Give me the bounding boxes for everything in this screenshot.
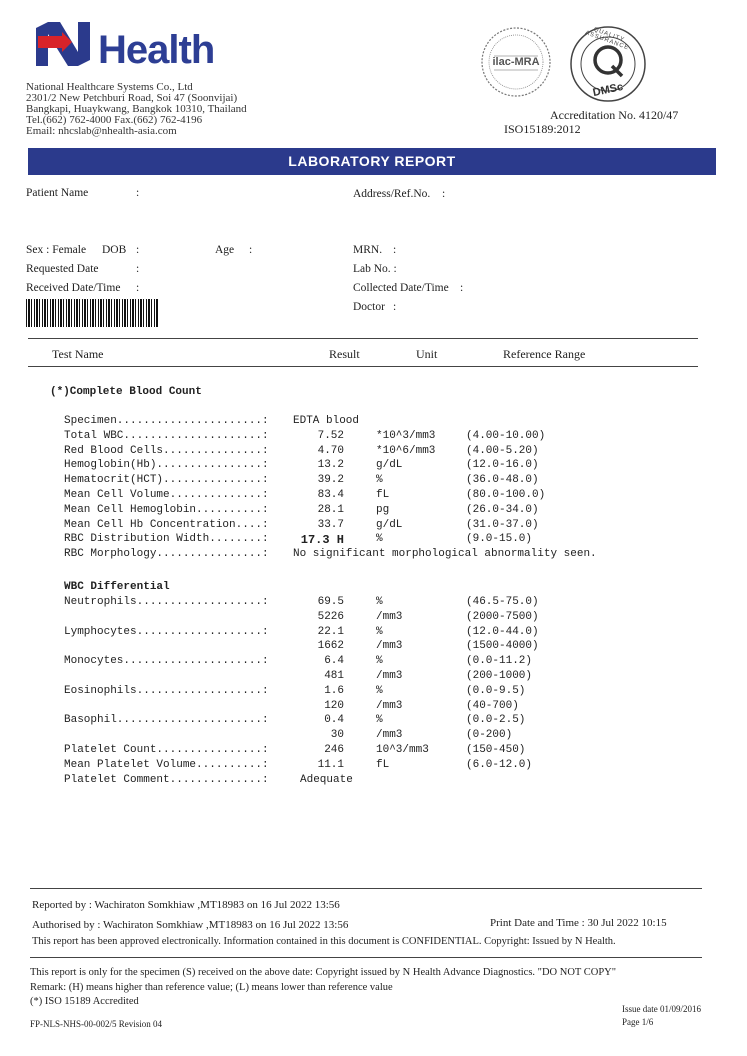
result-value: 13.2	[317, 459, 344, 472]
result-value: 17.3 H	[300, 533, 344, 548]
tel-fax: Tel.(662) 762-4000 Fax.(662) 762-4196	[26, 114, 203, 126]
reference-range: (40-700)	[466, 699, 519, 712]
result-value: EDTA blood	[293, 415, 360, 427]
reference-range: (80.0-100.0)	[466, 489, 546, 501]
cbc-row	[0, 519, 747, 534]
result-value: 69.5	[317, 596, 344, 608]
brand-word: Health	[98, 28, 215, 72]
result-value: 39.2	[317, 474, 344, 487]
wbc-row	[0, 759, 747, 774]
collected-date-label: Collected Date/Time	[353, 282, 449, 294]
unit: fL	[376, 489, 390, 501]
wbc-row	[0, 655, 747, 670]
unit: fL	[376, 758, 390, 771]
unit: /mm3	[376, 729, 403, 742]
result-value: 246	[324, 744, 344, 756]
footer-rule-bottom	[30, 957, 702, 958]
report-title: LABORATORY REPORT	[288, 153, 456, 169]
wbc-row	[0, 611, 747, 626]
dob-colon: :	[136, 244, 140, 256]
reference-range: (0.0-11.2)	[466, 655, 533, 668]
company-name: National Healthcare Systems Co., Ltd	[26, 81, 193, 93]
cbc-row	[0, 415, 747, 430]
ilac-mra-seal	[480, 26, 552, 98]
barcode	[26, 299, 159, 327]
unit: /mm3	[376, 699, 403, 712]
report-title-band	[28, 148, 716, 175]
reference-range: (1500-4000)	[466, 640, 539, 653]
wbc-row	[0, 596, 747, 611]
test-name: Neutrophils...................:	[64, 596, 269, 608]
patient-name-label: Patient Name	[26, 187, 89, 199]
unit: %	[376, 533, 383, 546]
result-value: 83.4	[317, 489, 344, 501]
unit: pg	[376, 503, 390, 516]
test-name: Hemoglobin(Hb)................:	[64, 459, 269, 472]
address-colon: :	[442, 188, 446, 200]
sex-label: Sex : Female	[26, 244, 87, 256]
test-name: RBC Distribution Width........:	[64, 533, 269, 546]
test-name: Basophil......................:	[64, 714, 269, 727]
address-label: Address/Ref.No.	[353, 188, 431, 200]
accreditation-number: Accreditation No. 4120/47	[550, 108, 679, 122]
wbc-row	[0, 670, 747, 685]
address-line-2: Bangkapi, Huaykwang, Bangkok 10310, Thailand	[26, 103, 247, 115]
result-value: 28.1	[317, 503, 344, 516]
result-value: No significant morphological abnormality seen.	[293, 548, 597, 561]
doctor-label: Doctor	[353, 301, 385, 313]
unit: %	[376, 625, 383, 638]
result-value: 0.4	[324, 714, 344, 727]
test-name: Lymphocytes...................:	[64, 625, 269, 638]
result-value: Adequate	[300, 773, 353, 786]
unit: g/dL	[376, 518, 403, 531]
reference-range: (9.0-15.0)	[466, 533, 533, 546]
test-name: Platelet Count................:	[64, 744, 269, 756]
requested-date-label: Requested Date	[26, 263, 99, 275]
result-value: 1662	[317, 640, 344, 653]
reference-range: (46.5-75.0)	[466, 596, 539, 608]
print-date-time: Print Date and Time : 30 Jul 2022 10:15	[490, 917, 667, 929]
issue-date: Issue date 01/09/2016	[622, 1004, 701, 1014]
wbc-row	[0, 774, 747, 789]
reference-range: (4.00-10.00)	[466, 429, 546, 442]
specimen-note: This report is only for the specimen (S) received on the above date: Copyright issued by N Health Advance Diagnostics. "DO NOT COPY"	[30, 967, 617, 978]
iso-standard: ISO15189:2012	[504, 122, 581, 136]
wbc-row	[0, 744, 747, 759]
result-value: 4.70	[317, 444, 344, 457]
test-name: Monocytes.....................:	[64, 655, 269, 668]
reference-range: (200-1000)	[466, 670, 533, 682]
unit: %	[376, 655, 383, 668]
col-unit: Unit	[416, 347, 438, 361]
ilac-seal-text: ilac-MRA	[492, 56, 540, 68]
authorised-by: Authorised by : Wachiraton Somkhiaw ,MT18983 on 16 Jul 2022 13:56	[32, 919, 349, 931]
collected-date-colon: :	[460, 282, 464, 294]
company-address	[26, 82, 247, 137]
unit: *10^6/mm3	[376, 444, 436, 457]
cbc-row	[0, 548, 747, 563]
unit: %	[376, 714, 383, 727]
email: Email: nhcslab@nhealth-asia.com	[26, 125, 177, 137]
col-test-name: Test Name	[52, 347, 104, 361]
iso-accredited: (*) ISO 15189 Accredited	[30, 996, 139, 1007]
remark: Remark: (H) means higher than reference value; (L) means lower than reference value	[30, 982, 393, 993]
result-value: 120	[324, 699, 344, 712]
wbc-differential-title: WBC Differential	[64, 581, 170, 593]
test-name: Mean Cell Hemoglobin..........:	[64, 503, 269, 516]
test-name: Eosinophils...................:	[64, 684, 269, 697]
test-name: Hematocrit(HCT)...............:	[64, 474, 269, 487]
section-title: (*)Complete Blood Count	[50, 386, 202, 398]
unit: /mm3	[376, 640, 403, 653]
wbc-row	[0, 626, 747, 641]
cbc-row	[0, 474, 747, 489]
col-reference-range: Reference Range	[503, 347, 586, 361]
reference-range: (6.0-12.0)	[466, 758, 533, 771]
wbc-row	[0, 729, 747, 744]
result-value: 481	[324, 670, 344, 682]
n-logo-icon	[36, 22, 90, 66]
requested-date-colon: :	[136, 263, 140, 275]
wbc-row	[0, 640, 747, 655]
mrn-colon: :	[393, 244, 397, 256]
received-date-colon: :	[136, 282, 140, 294]
qa-ring-text: QUALITY ASSURANCE	[584, 26, 630, 52]
dmsc-text: DMSc	[591, 80, 625, 100]
test-name: Specimen......................:	[64, 415, 269, 427]
result-value: 6.4	[324, 655, 344, 668]
unit: /mm3	[376, 670, 403, 682]
address-line-1: 2301/2 New Petchburi Road, Soi 47 (Soonvijai)	[26, 92, 238, 104]
unit: %	[376, 596, 383, 608]
unit: /mm3	[376, 610, 403, 623]
result-value: 22.1	[317, 625, 344, 638]
reference-range: (2000-7500)	[466, 610, 539, 623]
test-name: Total WBC.....................:	[64, 429, 269, 442]
footer-rule-top	[30, 888, 702, 889]
page-number: Page 1/6	[622, 1017, 654, 1027]
reference-range: (0.0-9.5)	[466, 684, 526, 697]
patient-name-colon: :	[136, 187, 140, 199]
reference-range: (4.00-5.20)	[466, 444, 539, 457]
cbc-row	[0, 489, 747, 504]
wbc-row	[0, 714, 747, 729]
result-value: 11.1	[317, 758, 344, 771]
cbc-row	[0, 533, 747, 548]
test-name: Mean Platelet Volume..........:	[64, 758, 269, 771]
test-name: Platelet Comment..............:	[64, 773, 269, 786]
unit: g/dL	[376, 459, 403, 472]
approved-note: This report has been approved electronically. Information contained in this document is CONFIDENTIAL. Copyright: Issued by N Health.	[32, 936, 616, 947]
reference-range: (26.0-34.0)	[466, 503, 539, 516]
reference-range: (0-200)	[466, 729, 513, 742]
unit: %	[376, 474, 383, 487]
wbc-row	[0, 700, 747, 715]
reference-range: (12.0-16.0)	[466, 459, 539, 472]
received-date-label: Received Date/Time	[26, 282, 121, 294]
age-label: Age	[215, 244, 235, 256]
unit: *10^3/mm3	[376, 429, 436, 442]
unit: %	[376, 684, 383, 697]
header-rule-top	[28, 338, 698, 339]
test-name: Mean Cell Hb Concentration....:	[64, 518, 269, 531]
unit: 10^3/mm3	[376, 744, 429, 756]
result-value: 5226	[317, 610, 344, 623]
reference-range: (36.0-48.0)	[466, 474, 539, 487]
result-value: 1.6	[324, 684, 344, 697]
cbc-row	[0, 445, 747, 460]
doctor-colon: :	[393, 301, 397, 313]
result-value: 7.52	[317, 429, 344, 442]
reported-by: Reported by : Wachiraton Somkhiaw ,MT18983 on 16 Jul 2022 13:56	[32, 899, 340, 911]
header-rule-bottom	[28, 366, 698, 367]
result-value: 33.7	[317, 518, 344, 531]
wbc-row	[0, 685, 747, 700]
reference-range: (0.0-2.5)	[466, 714, 526, 727]
reference-range: (12.0-44.0)	[466, 625, 539, 638]
result-value: 30	[330, 729, 344, 742]
reference-range: (31.0-37.0)	[466, 518, 539, 531]
reference-range: (150-450)	[466, 744, 526, 756]
dob-label: DOB	[102, 244, 127, 256]
mrn-label: MRN.	[353, 244, 383, 256]
cbc-row	[0, 430, 747, 445]
form-code: FP-NLS-NHS-00-002/5 Revision 04	[30, 1019, 163, 1029]
test-name: Mean Cell Volume..............:	[64, 489, 269, 501]
col-result: Result	[329, 347, 360, 361]
cbc-row	[0, 504, 747, 519]
cbc-row	[0, 459, 747, 474]
lab-no-label: Lab No. :	[353, 263, 397, 275]
test-name: RBC Morphology................:	[64, 548, 269, 561]
age-colon: :	[249, 244, 253, 256]
dmsc-quality-seal	[568, 24, 648, 104]
test-name: Red Blood Cells...............:	[64, 444, 269, 457]
